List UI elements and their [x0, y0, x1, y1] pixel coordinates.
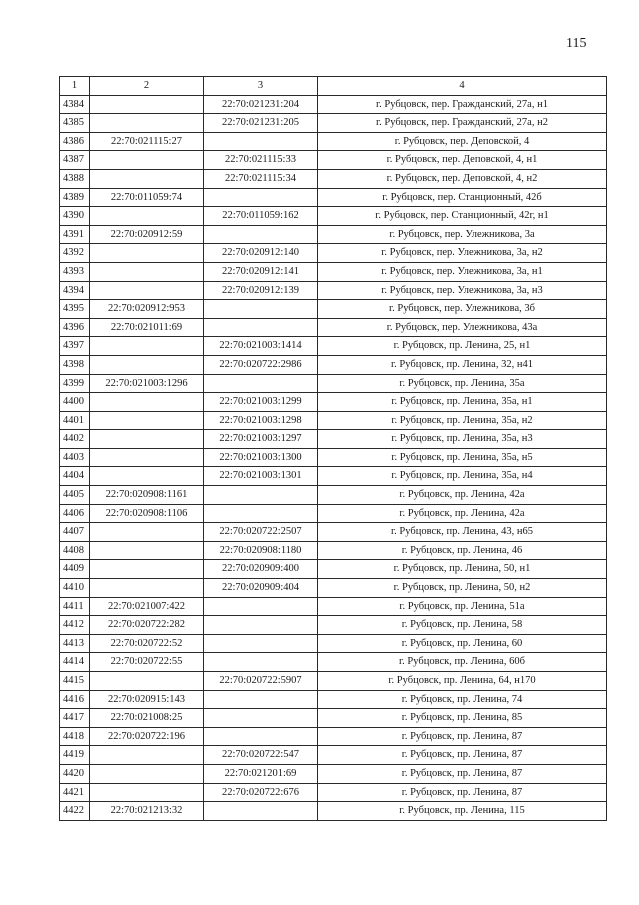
table-row [60, 597, 607, 616]
address-cell: г. Рубцовск, пер. Улежникова, 3а, н1 [318, 262, 607, 281]
table-row [60, 653, 607, 672]
land-plot-number-cell [90, 746, 204, 765]
land-plot-number-cell: 22:70:021007:422 [90, 597, 204, 616]
row-number-cell: 4384 [60, 95, 90, 114]
table-header-row [60, 77, 607, 96]
address-cell: г. Рубцовск, пр. Ленина, 43, н65 [318, 523, 607, 542]
building-number-cell: 22:70:020912:139 [204, 281, 318, 300]
row-number-cell: 4404 [60, 467, 90, 486]
address-cell: г. Рубцовск, пр. Ленина, 87 [318, 727, 607, 746]
land-plot-number-cell: 22:70:020722:282 [90, 616, 204, 635]
building-number-cell [204, 225, 318, 244]
address-cell: г. Рубцовск, пер. Улежникова, 3б [318, 300, 607, 319]
row-number-cell: 4414 [60, 653, 90, 672]
building-number-cell [204, 486, 318, 505]
address-cell: г. Рубцовск, пр. Ленина, 51а [318, 597, 607, 616]
building-number-cell: 22:70:020722:5907 [204, 672, 318, 691]
address-cell: г. Рубцовск, пер. Улежникова, 43а [318, 318, 607, 337]
building-number-cell: 22:70:021003:1300 [204, 448, 318, 467]
table-row [60, 448, 607, 467]
land-plot-number-cell [90, 393, 204, 412]
table-row [60, 262, 607, 281]
building-number-cell [204, 690, 318, 709]
building-number-cell [204, 634, 318, 653]
building-number-cell [204, 616, 318, 635]
address-cell: г. Рубцовск, пр. Ленина, 87 [318, 783, 607, 802]
land-plot-number-cell: 22:70:020908:1161 [90, 486, 204, 505]
table-row [60, 300, 607, 319]
row-number-cell: 4402 [60, 430, 90, 449]
table-row [60, 411, 607, 430]
address-cell: г. Рубцовск, пер. Станционный, 42б [318, 188, 607, 207]
address-cell: г. Рубцовск, пер. Гражданский, 27а, н1 [318, 95, 607, 114]
table-row [60, 579, 607, 598]
address-cell: г. Рубцовск, пер. Деповской, 4, н2 [318, 169, 607, 188]
table-row [60, 746, 607, 765]
table-row [60, 727, 607, 746]
land-plot-number-cell [90, 523, 204, 542]
address-cell: г. Рубцовск, пр. Ленина, 46 [318, 541, 607, 560]
building-number-cell [204, 374, 318, 393]
address-cell: г. Рубцовск, пер. Улежникова, 3а [318, 225, 607, 244]
row-number-cell: 4400 [60, 393, 90, 412]
address-cell: г. Рубцовск, пр. Ленина, 35а, н4 [318, 467, 607, 486]
address-cell: г. Рубцовск, пр. Ленина, 35а, н5 [318, 448, 607, 467]
table-row [60, 672, 607, 691]
table-row [60, 467, 607, 486]
building-number-cell: 22:70:021231:204 [204, 95, 318, 114]
row-number-cell: 4389 [60, 188, 90, 207]
building-number-cell [204, 709, 318, 728]
building-number-cell: 22:70:021003:1414 [204, 337, 318, 356]
row-number-cell: 4391 [60, 225, 90, 244]
land-plot-number-cell: 22:70:020908:1106 [90, 504, 204, 523]
address-cell: г. Рубцовск, пр. Ленина, 87 [318, 764, 607, 783]
table-row [60, 281, 607, 300]
address-cell: г. Рубцовск, пр. Ленина, 42а [318, 486, 607, 505]
building-number-cell: 22:70:021003:1299 [204, 393, 318, 412]
table-row [60, 504, 607, 523]
address-cell: г. Рубцовск, пр. Ленина, 87 [318, 746, 607, 765]
row-number-cell: 4394 [60, 281, 90, 300]
table-row [60, 709, 607, 728]
land-plot-number-cell [90, 151, 204, 170]
row-number-cell: 4408 [60, 541, 90, 560]
building-number-cell [204, 300, 318, 319]
land-plot-number-cell: 22:70:011059:74 [90, 188, 204, 207]
row-number-cell: 4416 [60, 690, 90, 709]
address-cell: г. Рубцовск, пр. Ленина, 35а, н2 [318, 411, 607, 430]
building-number-cell [204, 802, 318, 821]
address-cell: г. Рубцовск, пр. Ленина, 74 [318, 690, 607, 709]
address-cell: г. Рубцовск, пр. Ленина, 60б [318, 653, 607, 672]
land-plot-number-cell [90, 207, 204, 226]
row-number-cell: 4396 [60, 318, 90, 337]
building-number-cell: 22:70:021003:1297 [204, 430, 318, 449]
address-cell: г. Рубцовск, пер. Улежникова, 3а, н2 [318, 244, 607, 263]
building-number-cell: 22:70:020908:1180 [204, 541, 318, 560]
building-number-cell: 22:70:021003:1298 [204, 411, 318, 430]
land-plot-number-cell [90, 783, 204, 802]
row-number-cell: 4401 [60, 411, 90, 430]
address-cell: г. Рубцовск, пр. Ленина, 50, н2 [318, 579, 607, 598]
table-row [60, 486, 607, 505]
table-row [60, 393, 607, 412]
land-plot-number-cell [90, 579, 204, 598]
table-row [60, 541, 607, 560]
land-plot-number-cell: 22:70:021011:69 [90, 318, 204, 337]
row-number-cell: 4392 [60, 244, 90, 263]
table-row [60, 188, 607, 207]
building-number-cell: 22:70:020912:141 [204, 262, 318, 281]
row-number-cell: 4393 [60, 262, 90, 281]
row-number-cell: 4406 [60, 504, 90, 523]
land-plot-number-cell: 22:70:021008:25 [90, 709, 204, 728]
row-number-cell: 4410 [60, 579, 90, 598]
column-header-2: 2 [90, 77, 204, 96]
building-number-cell: 22:70:021115:34 [204, 169, 318, 188]
table-row [60, 560, 607, 579]
building-number-cell: 22:70:020722:2507 [204, 523, 318, 542]
column-header-4: 4 [318, 77, 607, 96]
land-plot-number-cell: 22:70:021213:32 [90, 802, 204, 821]
building-number-cell [204, 653, 318, 672]
building-number-cell: 22:70:021115:33 [204, 151, 318, 170]
building-number-cell [204, 188, 318, 207]
land-plot-number-cell [90, 244, 204, 263]
table-row [60, 616, 607, 635]
address-cell: г. Рубцовск, пр. Ленина, 50, н1 [318, 560, 607, 579]
building-number-cell: 22:70:020909:400 [204, 560, 318, 579]
land-plot-number-cell [90, 430, 204, 449]
table-row [60, 151, 607, 170]
land-plot-number-cell: 22:70:020722:55 [90, 653, 204, 672]
column-header-3: 3 [204, 77, 318, 96]
row-number-cell: 4386 [60, 132, 90, 151]
table-row [60, 114, 607, 133]
table-row [60, 783, 607, 802]
land-plot-number-cell [90, 764, 204, 783]
table-row [60, 634, 607, 653]
row-number-cell: 4421 [60, 783, 90, 802]
row-number-cell: 4388 [60, 169, 90, 188]
building-number-cell: 22:70:020722:2986 [204, 355, 318, 374]
table-row [60, 374, 607, 393]
row-number-cell: 4407 [60, 523, 90, 542]
land-plot-number-cell [90, 560, 204, 579]
building-number-cell: 22:70:020722:676 [204, 783, 318, 802]
land-plot-number-cell [90, 169, 204, 188]
land-plot-number-cell: 22:70:021115:27 [90, 132, 204, 151]
page-number: 115 [566, 36, 587, 51]
building-number-cell: 22:70:021231:205 [204, 114, 318, 133]
address-cell: г. Рубцовск, пр. Ленина, 32, н41 [318, 355, 607, 374]
address-cell: г. Рубцовск, пер. Деповской, 4, н1 [318, 151, 607, 170]
building-number-cell: 22:70:021003:1301 [204, 467, 318, 486]
building-number-cell: 22:70:021201:69 [204, 764, 318, 783]
land-plot-number-cell [90, 262, 204, 281]
row-number-cell: 4399 [60, 374, 90, 393]
address-cell: г. Рубцовск, пр. Ленина, 60 [318, 634, 607, 653]
land-plot-number-cell: 22:70:021003:1296 [90, 374, 204, 393]
building-number-cell [204, 504, 318, 523]
building-number-cell [204, 727, 318, 746]
land-plot-number-cell [90, 467, 204, 486]
table-row [60, 225, 607, 244]
land-plot-number-cell [90, 672, 204, 691]
building-number-cell: 22:70:020722:547 [204, 746, 318, 765]
row-number-cell: 4398 [60, 355, 90, 374]
building-number-cell [204, 132, 318, 151]
row-number-cell: 4422 [60, 802, 90, 821]
address-cell: г. Рубцовск, пер. Улежникова, 3а, н3 [318, 281, 607, 300]
address-cell: г. Рубцовск, пр. Ленина, 115 [318, 802, 607, 821]
building-number-cell: 22:70:011059:162 [204, 207, 318, 226]
land-plot-number-cell: 22:70:020912:59 [90, 225, 204, 244]
row-number-cell: 4409 [60, 560, 90, 579]
table-body [60, 95, 607, 820]
land-plot-number-cell: 22:70:020912:953 [90, 300, 204, 319]
land-plot-number-cell: 22:70:020915:143 [90, 690, 204, 709]
row-number-cell: 4411 [60, 597, 90, 616]
table-row [60, 132, 607, 151]
address-cell: г. Рубцовск, пер. Станционный, 42г, н1 [318, 207, 607, 226]
land-plot-number-cell [90, 411, 204, 430]
table-row [60, 355, 607, 374]
land-plot-number-cell [90, 541, 204, 560]
table-row [60, 169, 607, 188]
table-row [60, 802, 607, 821]
column-header-1: 1 [60, 77, 90, 96]
row-number-cell: 4417 [60, 709, 90, 728]
row-number-cell: 4412 [60, 616, 90, 635]
address-cell: г. Рубцовск, пр. Ленина, 42а [318, 504, 607, 523]
land-plot-number-cell [90, 281, 204, 300]
land-plot-number-cell [90, 448, 204, 467]
table-row [60, 337, 607, 356]
table-row [60, 95, 607, 114]
address-cell: г. Рубцовск, пр. Ленина, 35а, н1 [318, 393, 607, 412]
row-number-cell: 4415 [60, 672, 90, 691]
row-number-cell: 4418 [60, 727, 90, 746]
building-number-cell [204, 597, 318, 616]
row-number-cell: 4397 [60, 337, 90, 356]
address-cell: г. Рубцовск, пер. Гражданский, 27а, н2 [318, 114, 607, 133]
row-number-cell: 4385 [60, 114, 90, 133]
row-number-cell: 4390 [60, 207, 90, 226]
table-row [60, 207, 607, 226]
land-plot-number-cell [90, 95, 204, 114]
land-plot-number-cell [90, 337, 204, 356]
table-row [60, 244, 607, 263]
row-number-cell: 4403 [60, 448, 90, 467]
address-cell: г. Рубцовск, пр. Ленина, 35а [318, 374, 607, 393]
land-plot-number-cell [90, 355, 204, 374]
building-number-cell [204, 318, 318, 337]
building-number-cell: 22:70:020912:140 [204, 244, 318, 263]
table-row [60, 318, 607, 337]
land-plot-number-cell: 22:70:020722:52 [90, 634, 204, 653]
table-row [60, 764, 607, 783]
registry-table [59, 76, 607, 821]
address-cell: г. Рубцовск, пр. Ленина, 64, н170 [318, 672, 607, 691]
table-row [60, 523, 607, 542]
row-number-cell: 4387 [60, 151, 90, 170]
row-number-cell: 4413 [60, 634, 90, 653]
address-cell: г. Рубцовск, пр. Ленина, 25, н1 [318, 337, 607, 356]
row-number-cell: 4419 [60, 746, 90, 765]
table-row [60, 690, 607, 709]
row-number-cell: 4405 [60, 486, 90, 505]
address-cell: г. Рубцовск, пр. Ленина, 35а, н3 [318, 430, 607, 449]
address-cell: г. Рубцовск, пр. Ленина, 58 [318, 616, 607, 635]
row-number-cell: 4420 [60, 764, 90, 783]
table-row [60, 430, 607, 449]
land-plot-number-cell [90, 114, 204, 133]
address-cell: г. Рубцовск, пр. Ленина, 85 [318, 709, 607, 728]
row-number-cell: 4395 [60, 300, 90, 319]
building-number-cell: 22:70:020909:404 [204, 579, 318, 598]
address-cell: г. Рубцовск, пер. Деповской, 4 [318, 132, 607, 151]
land-plot-number-cell: 22:70:020722:196 [90, 727, 204, 746]
